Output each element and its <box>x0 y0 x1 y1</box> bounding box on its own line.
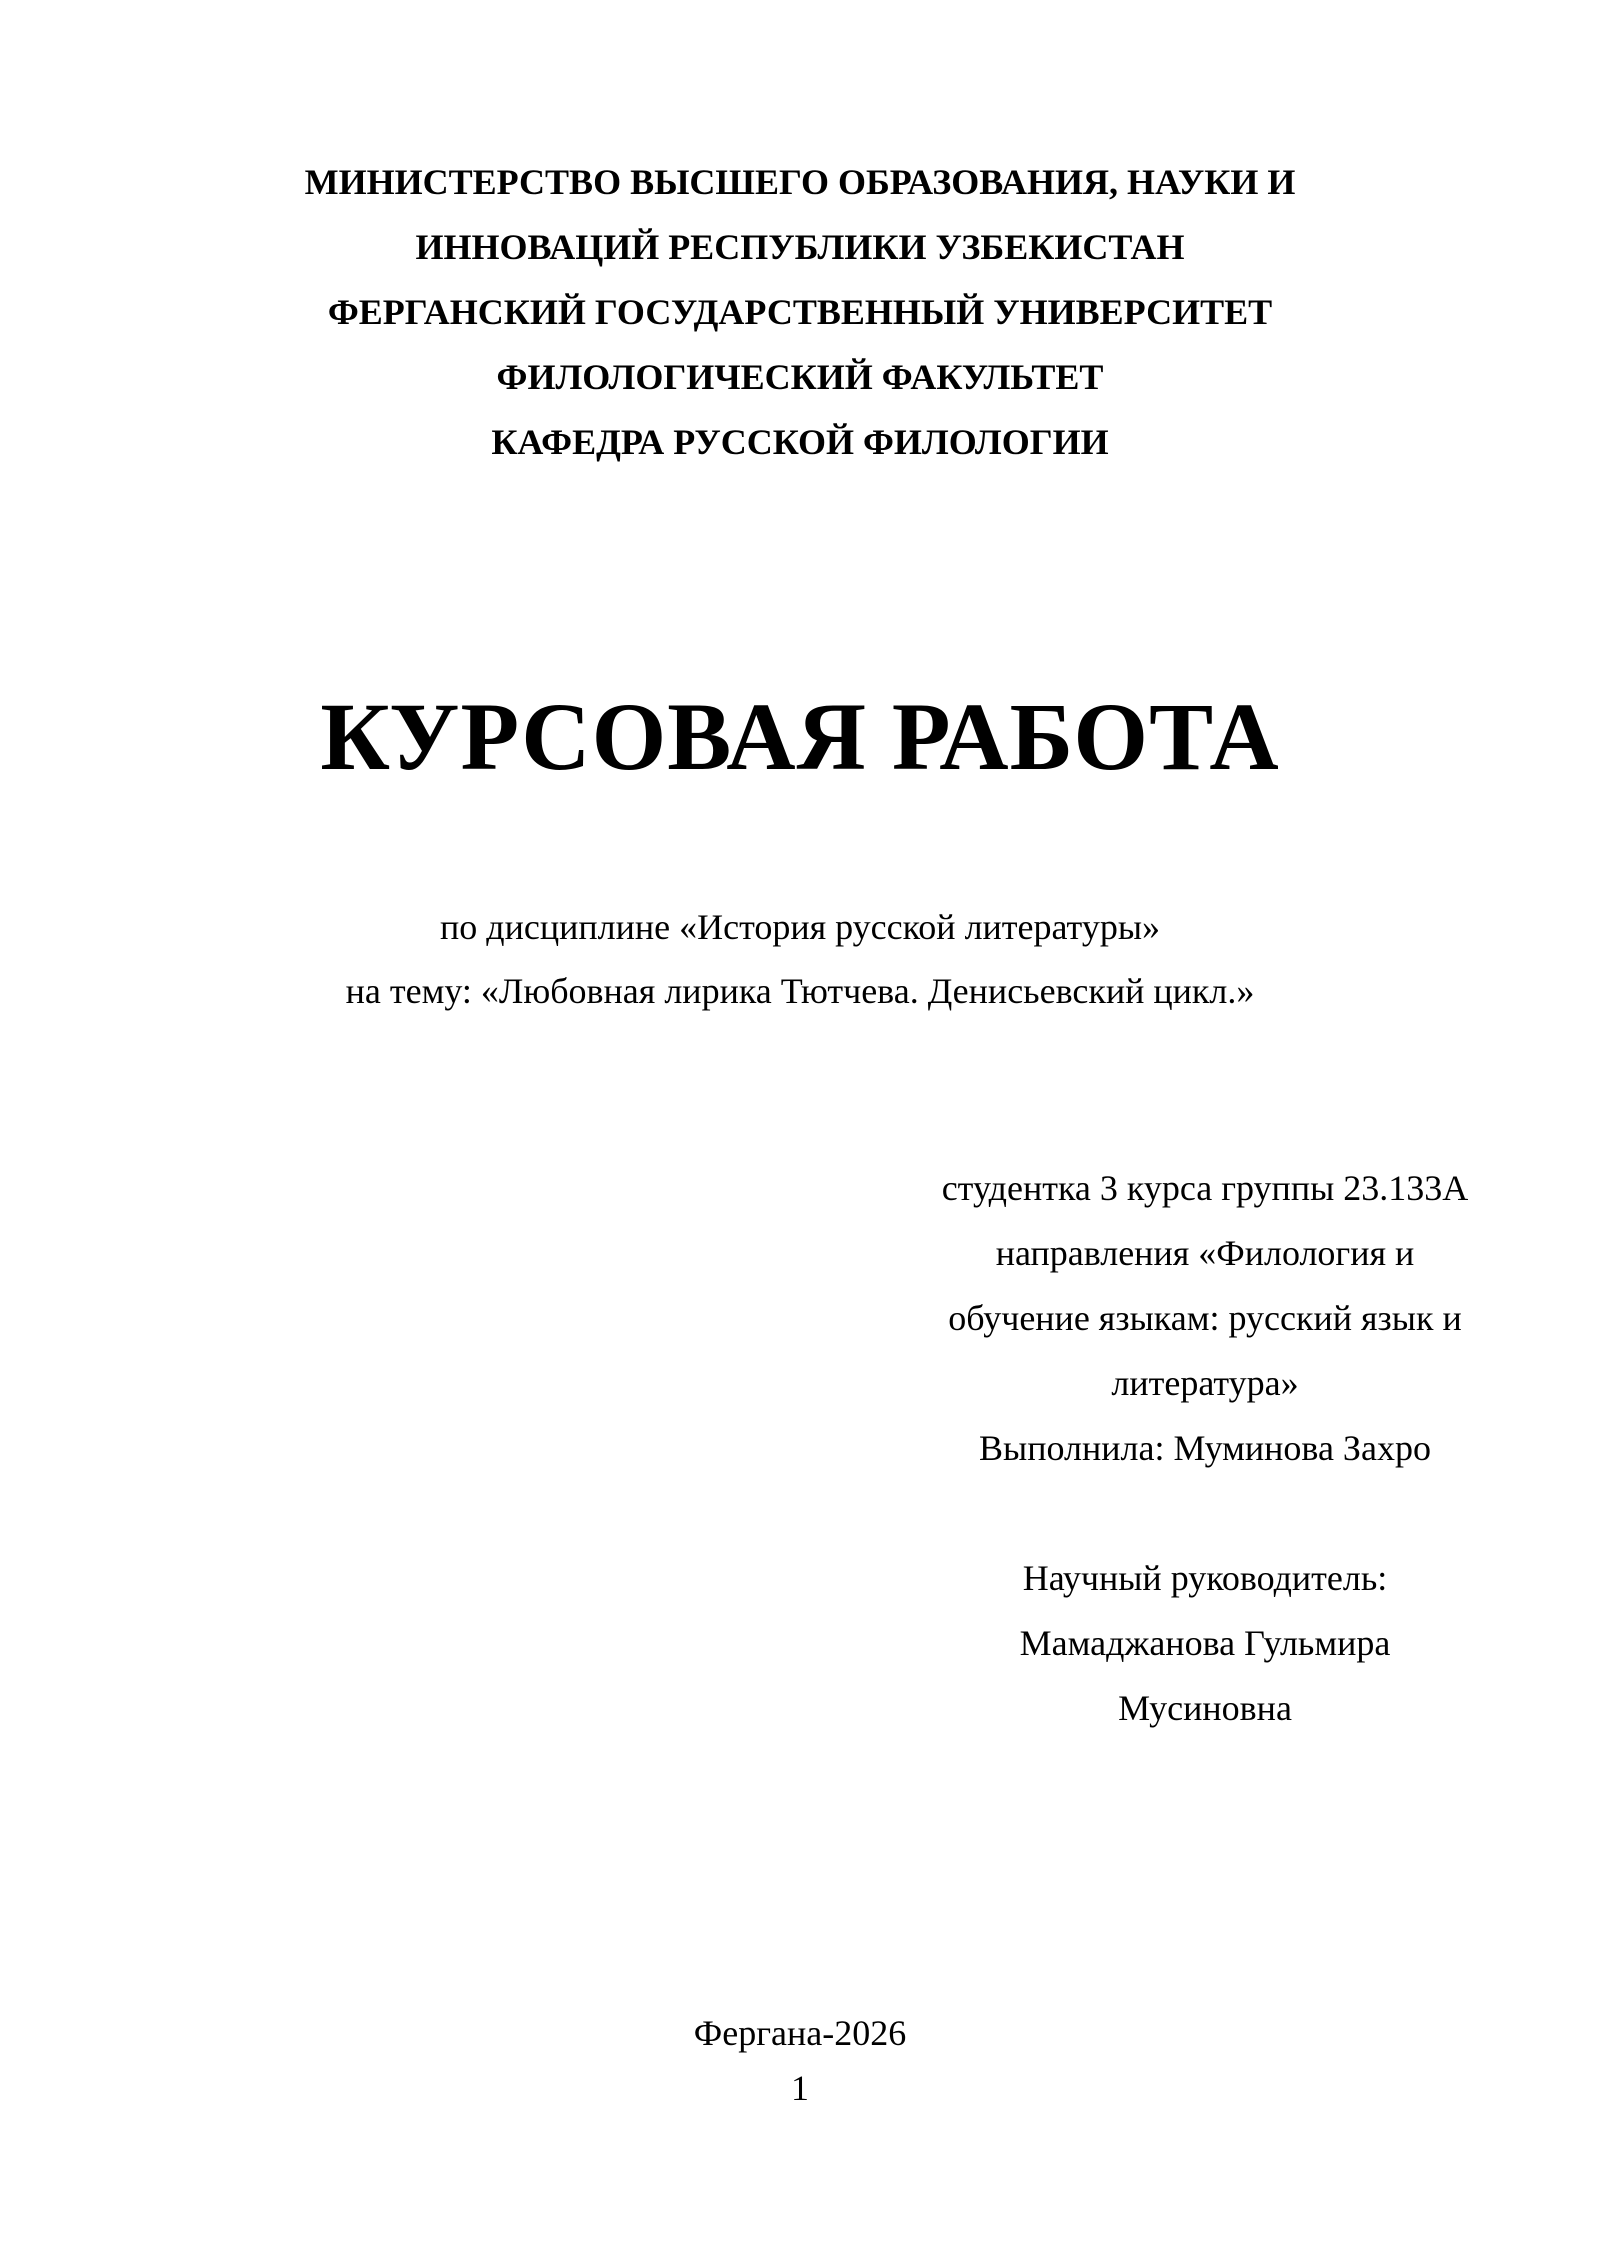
institution-header <box>0 150 1600 475</box>
supervisor-block <box>880 1546 1530 1741</box>
author-course-group: студентка 3 курса группы 23.133А <box>941 1168 1469 1208</box>
page-number: 1 <box>791 2068 809 2108</box>
header-line-department: КАФЕДРА РУССКОЙ ФИЛОЛОГИИ <box>491 422 1109 462</box>
city-year: Фергана-2026 <box>693 2013 907 2053</box>
supervisor-name-2: Мусиновна <box>1118 1688 1292 1728</box>
header-line-ministry-1: МИНИСТЕРСТВО ВЫСШЕГО ОБРАЗОВАНИЯ, НАУКИ И <box>304 162 1296 202</box>
author-direction-2: обучение языкам: русский язык и <box>948 1298 1462 1338</box>
supervisor-name-1: Мамаджанова Гульмира <box>1019 1623 1391 1663</box>
header-line-ministry-2: ИННОВАЦИЙ РЕСПУБЛИКИ УЗБЕКИСТАН <box>415 227 1185 267</box>
author-direction-1: направления «Филология и <box>995 1233 1415 1273</box>
supervisor-label: Научный руководитель: <box>1022 1558 1388 1598</box>
document-title: КУРСОВАЯ РАБОТА <box>320 683 1280 790</box>
header-line-university: ФЕРГАНСКИЙ ГОСУДАРСТВЕННЫЙ УНИВЕРСИТЕТ <box>327 292 1273 332</box>
author-block <box>880 1156 1530 1481</box>
header-line-faculty: ФИЛОЛОГИЧЕСКИЙ ФАКУЛЬТЕТ <box>496 357 1104 397</box>
author-direction-3: литература» <box>1111 1363 1299 1403</box>
discipline-line: по дисциплине «История русской литературы» <box>440 907 1160 947</box>
author-name: Выполнила: Муминова Захро <box>979 1428 1431 1468</box>
topic-line: на тему: «Любовная лирика Тютчева. Денисьевский цикл.» <box>345 971 1255 1011</box>
subject-block <box>0 895 1600 1023</box>
